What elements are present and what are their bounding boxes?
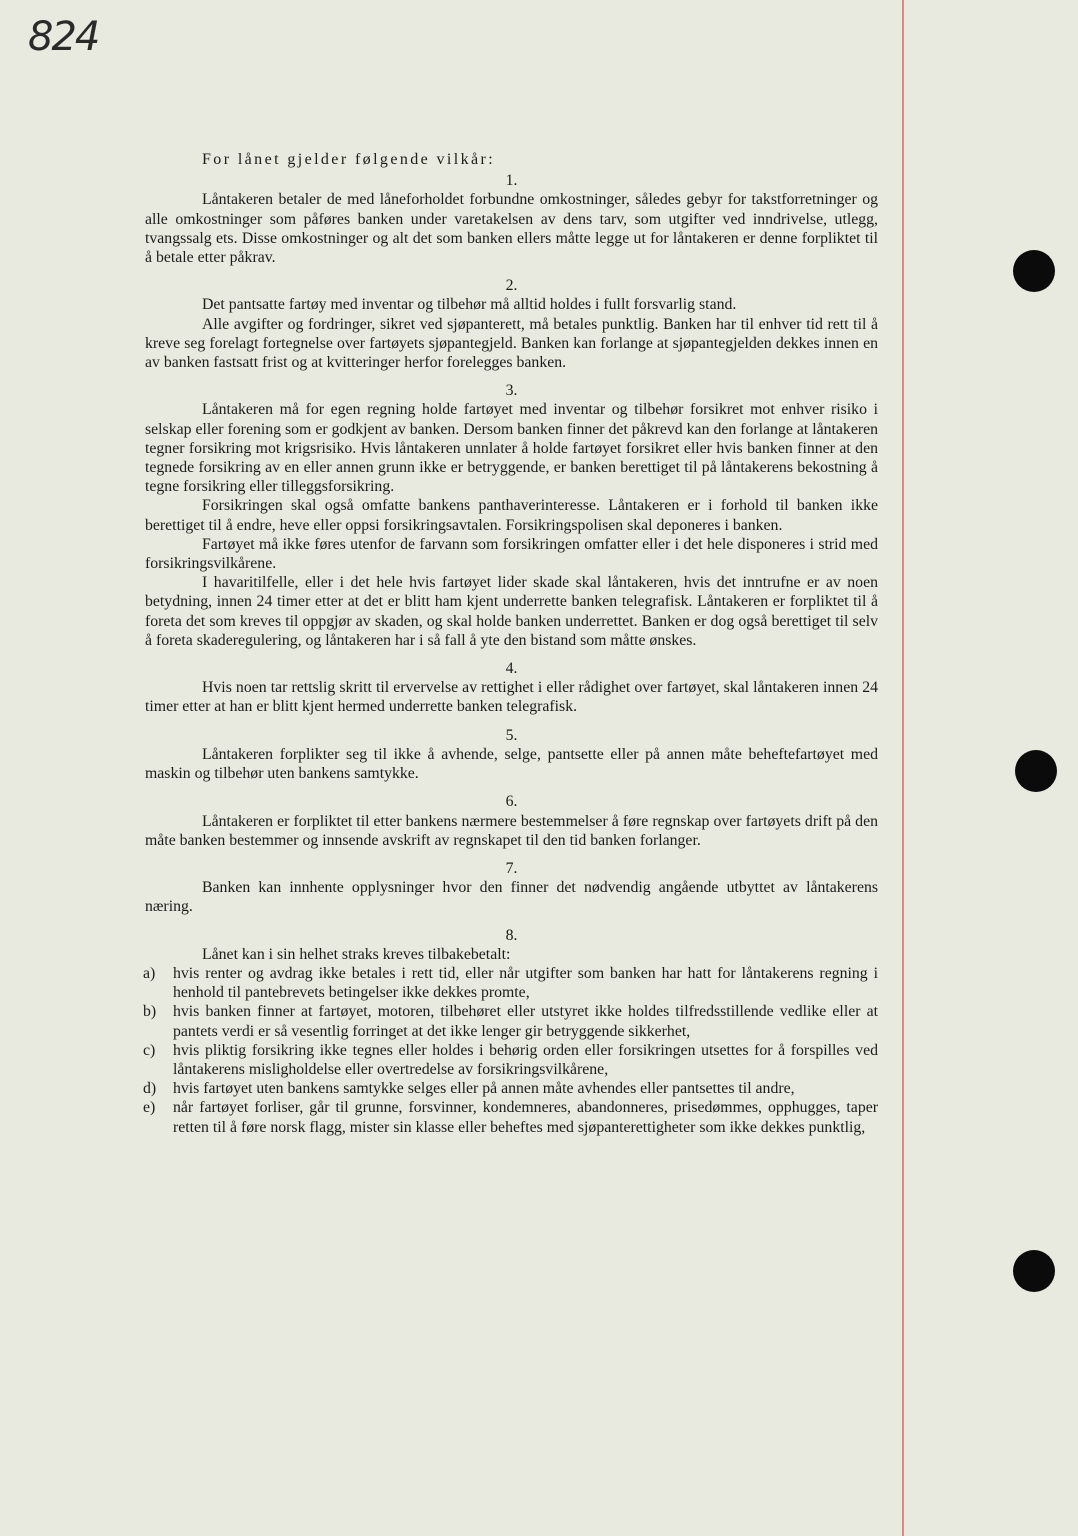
- section-number: 5.: [505, 726, 518, 744]
- paragraph: Låntakeren betaler de med låneforholdet forbundne omkostninger, således gebyr for takstforretninger og alle omkostninger som påføres banken under varetakelsen av dens tarv, som utgifter ved inndrivelse, utlegg, tvangssalg ets. Disse omkostninger og alt det som banken ellers måtte legge ut for låntakeren er denne forpliktet til å betale etter påkrav.: [145, 191, 878, 267]
- paragraph: Låntakeren må for egen regning holde fartøyet med inventar og tilbehør forsikret mot enhver risiko i selskap eller forening som er godkjent av banken. Dersom banken finner det påkrevd kan den forlange at låntakeren tegner forsikring mot krigsrisiko. Hvis låntakeren unnlater å holde fartøyet forsikret eller hvis banken finner at den tegnede forsikring av en eller annen grunn ikke er betryggende, er banken berettiget til på låntakerens bekostning å tegne forsikring eller tilleggsforsikring.: [145, 401, 878, 496]
- section-number: 4.: [505, 660, 518, 678]
- list-item-label: d): [143, 1080, 157, 1098]
- handwritten-page-number: 824: [28, 14, 99, 60]
- list-item-text: hvis renter og avdrag ikke betales i rett tid, eller når utgifter som banken har hatt for låntakerens regning i henhold til pantebrevets betingelser ikke dekkes promte,: [173, 964, 878, 1002]
- list-item-label: b): [143, 1003, 157, 1021]
- section-number: 2.: [505, 277, 518, 295]
- section-number: 1.: [505, 172, 518, 190]
- list-item: [145, 1002, 878, 1040]
- section-number: 8.: [505, 926, 518, 944]
- punch-hole: [1015, 750, 1057, 792]
- list-item-label: c): [143, 1041, 156, 1059]
- paragraph: Banken kan innhente opplysninger hvor den finner det nødvendig angående utbyttet av låntakerens næring.: [145, 879, 878, 916]
- paragraph: Fartøyet må ikke føres utenfor de farvann som forsikringen omfatter eller i det hele disponeres i strid med forsikringsvilkårene.: [145, 535, 878, 573]
- list-item: [145, 964, 878, 1002]
- paragraph: Låntakeren er forpliktet til etter bankens nærmere bestemmelser å føre regnskap over fartøyets drift på den måte banken bestemmer og innsende avskrift av regnskapet til den tid banken forlanger.: [145, 812, 878, 849]
- condition-list: [145, 964, 878, 1137]
- paragraph: Det pantsatte fartøy med inventar og tilbehør må alltid holdes i fullt forsvarlig stand.: [202, 296, 737, 314]
- paragraph: Forsikringen skal også omfatte bankens panthaverinteresse. Låntakeren er i forhold til banken ikke berettiget til å endre, heve eller oppsi forsikringsavtalen. Forsikringspolisen skal deponeres i banken.: [145, 497, 878, 534]
- list-item-text: når fartøyet forliser, går til grunne, forsvinner, kondemneres, abandonneres, prisedømmes, opphugges, taper retten til å føre norsk flagg, mister sin klasse eller beheftes med sjøpanterettigheter som ikke dekkes punktlig,: [173, 1099, 878, 1136]
- paragraph: Lånet kan i sin helhet straks kreves tilbakebetalt:: [202, 945, 511, 963]
- list-item: [145, 1079, 878, 1098]
- margin-rule: [902, 0, 904, 1536]
- paragraph: I havaritilfelle, eller i det hele hvis fartøyet lider skade skal låntakeren, hvis det inntrufne er av noen betydning, innen 24 timer etter at det er blitt ham kjent underrette banken telegrafisk. Låntakeren er forpliktet til å foreta det som kreves til oppgjør av skaden, og skal holde banken underrettet. Banken er dog også berettiget til selv å foreta skaderegulering, og låntakeren har i så fall å yte den bistand som måtte ønskes.: [145, 574, 878, 649]
- section-number: 3.: [505, 382, 518, 400]
- list-item: [145, 1041, 878, 1079]
- punch-hole: [1013, 250, 1055, 292]
- terms-heading: For lånet gjelder følgende vilkår:: [202, 151, 496, 168]
- paragraph: Låntakeren forplikter seg til ikke å avhende, selge, pantsette eller på annen måte beheftefartøyet med maskin og tilbehør uten bankens samtykke.: [145, 745, 878, 783]
- list-item-text: hvis banken finner at fartøyet, motoren, tilbehøret eller utstyret ikke holdes tilfredsstillende vedlike eller at pantets verdi er så vesentlig forringet at det ikke lenger gir betryggende sikkerhet,: [173, 1003, 878, 1040]
- paragraph: Alle avgifter og fordringer, sikret ved sjøpanterett, må betales punktlig. Banken har til enhver tid rett til å kreve seg forelagt fortegnelse over fartøyets sjøpantegjeld. Banken kan forlange at sjøpantegjelden dekkes innen en av banken fastsatt frist og at kvitteringer herfor forelegges banken.: [145, 315, 878, 372]
- list-item: [145, 1098, 878, 1136]
- paragraph: Hvis noen tar rettslig skritt til ervervelse av rettighet i eller rådighet over fartøyet, skal låntakeren innen 24 timer etter at han er blitt kjent hermed underrette banken telegrafisk.: [145, 679, 878, 716]
- list-item-text: hvis fartøyet uten bankens samtykke selges eller på annen måte avhendes eller pantsettes til andre,: [173, 1080, 795, 1098]
- list-item-label: e): [143, 1099, 156, 1117]
- punch-hole: [1013, 1250, 1055, 1292]
- list-item-text: hvis pliktig forsikring ikke tegnes eller holdes i behørig orden eller forsikringen utsettes for å forspilles ved låntakerens misligholdelse eller overtredelse av forsikringsvilkårene,: [173, 1041, 878, 1078]
- terms-body: [145, 150, 878, 1137]
- section-number: 6.: [505, 793, 518, 811]
- list-item-label: a): [143, 964, 156, 982]
- section-number: 7.: [505, 859, 518, 877]
